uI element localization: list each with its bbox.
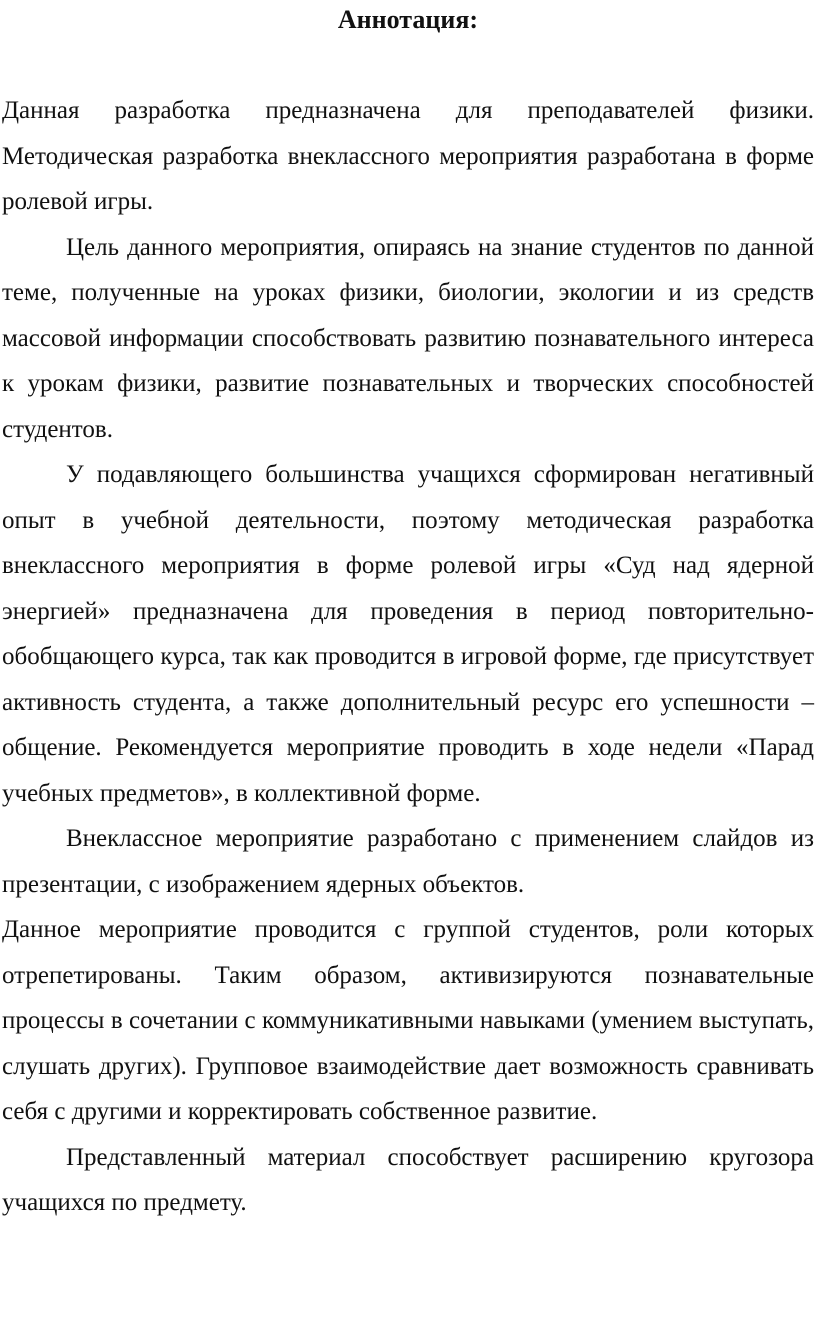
paragraph-4: Внеклассное мероприятие разработано с применением слайдов из презентации, с изображением ядерных объектов.	[2, 825, 814, 898]
paragraph-2: Цель данного мероприятия, опираясь на знание студентов по данной теме, полученные на уроках физики, биологии, экологии и из средств массовой информации способствовать развитию познавательного интереса к урокам физики, развитие познавательных и творческих способностей студентов.	[2, 233, 814, 443]
paragraph-1: Данная разработка предназначена для преподавателей физики. Методическая разработка внеклассного мероприятия разработана в форме ролевой игры.	[2, 97, 814, 215]
document-title: Аннотация:	[337, 5, 479, 34]
paragraph-3: У подавляющего большинства учащихся сформирован негативный опыт в учебной деятельности, поэтому методическая разработка внеклассного мероприятия в форме ролевой игры «Суд над ядерной энергией» предназначена для проведения в период повторительно-обобщающего курса, так как проводится в игровой форме, где присутствует активность студента, а также дополнительный ресурс его успешности – общение. Рекомендуется мероприятие проводить в ходе недели «Парад учебных предметов», в коллективной форме.	[2, 461, 814, 807]
paragraph-5: Данное мероприятие проводится с группой студентов, роли которых отрепетированы. Таким образом, активизируются познавательные процессы в сочетании с коммуникативными навыками (умением выступать, слушать других). Групповое взаимодействие дает возможность сравнивать себя с другими и корректировать собственное развитие.	[2, 916, 814, 1125]
paragraph-6: Представленный материал способствует расширению кругозора учащихся по предмету.	[2, 1143, 814, 1216]
